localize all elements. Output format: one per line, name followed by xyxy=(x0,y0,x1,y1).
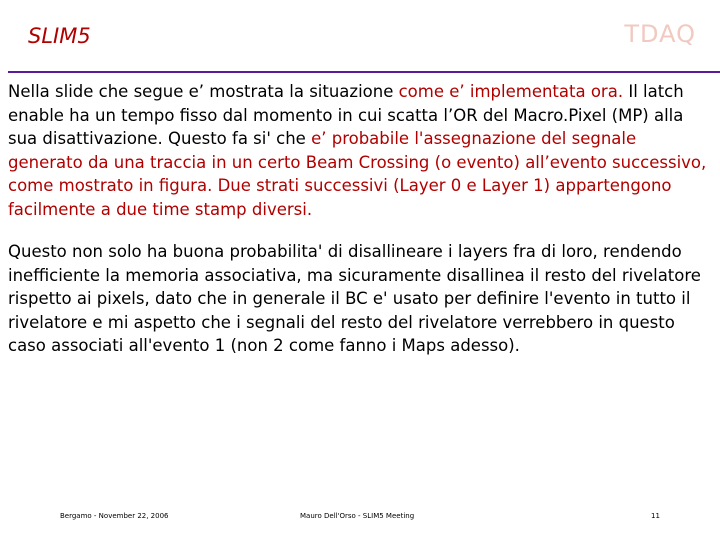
slide-title-right: TDAQ xyxy=(624,20,696,48)
paragraph-intro-text-2: Il latch enable ha un tempo fisso dal momento in cui scatta l’OR del Macro.Pixel (MP) alla sua disattivazione. Questo fa si' che xyxy=(8,82,684,148)
footer-author-meeting: Mauro Dell'Orso - SLIM5 Meeting xyxy=(300,512,415,520)
paragraph-intro xyxy=(8,80,708,221)
footer-location-date: Bergamo - November 22, 2006 xyxy=(60,512,169,520)
slide-body xyxy=(8,80,708,358)
paragraph-consequence: Questo non solo ha buona probabilita' di disallineare i layers fra di loro, rendendo inefficiente la memoria associativa, ma sicuramente disallinea il resto del rivelatore rispetto ai pixels, dato che in generale il BC e' usato per definire l'evento in tutto il rivelatore e mi aspetto che i segnali del resto del rivelatore verrebbero in questo caso associati all'evento 1 (non 2 come fanno i Maps adesso). xyxy=(8,242,701,355)
footer-page-number: 11 xyxy=(651,512,660,520)
paragraph-intro-text-1: Nella slide che segue e’ mostrata la situazione xyxy=(8,82,399,101)
slide-title-left: SLIM5 xyxy=(28,24,91,48)
header-divider xyxy=(8,71,720,73)
paragraph-intro-highlight-2: e’ probabile l'assegnazione del segnale generato da una traccia in un certo Beam Crossing (o evento) all’evento successivo, come mostrato in figura. Due strati successivi (Layer 0 e Layer 1) appartengono facilmente a due time stamp diversi. xyxy=(8,129,707,219)
paragraph-intro-highlight-1: come e’ implementata ora. xyxy=(398,82,624,101)
